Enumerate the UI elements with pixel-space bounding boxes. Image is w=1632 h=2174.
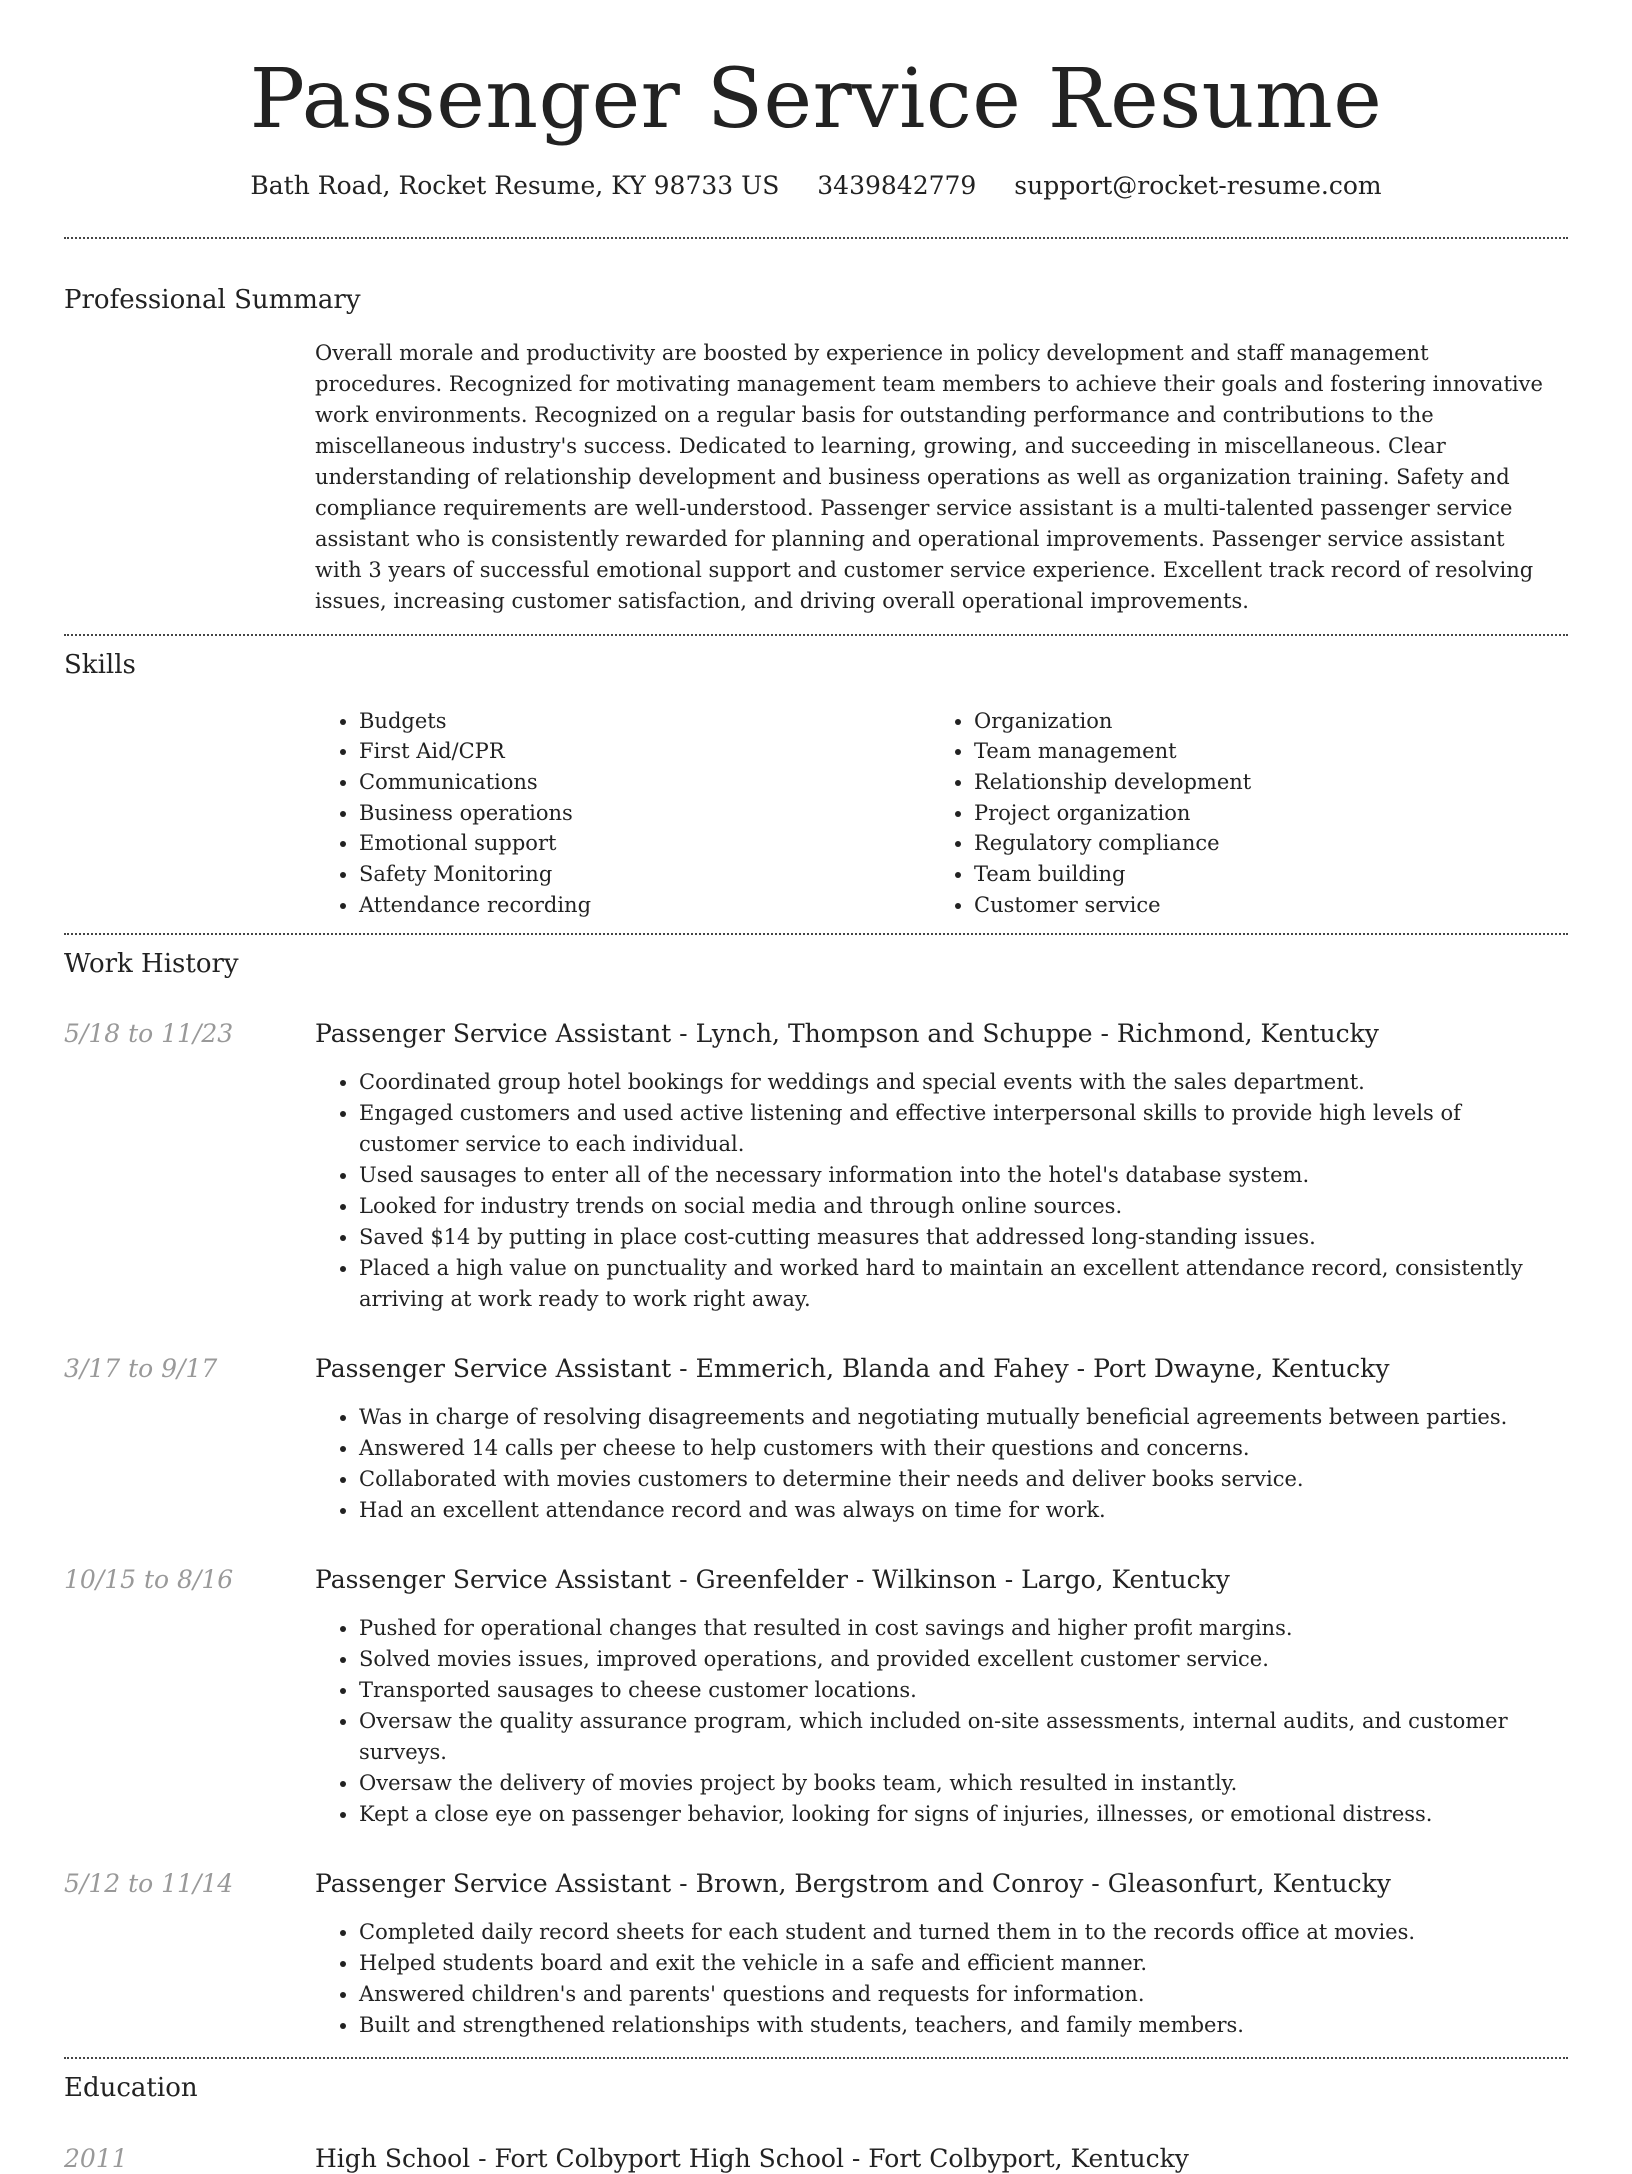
job-bullet: • Built and strengthened relationships with students, teachers, and family members. — [359, 2010, 1568, 2041]
skill-item: • Communications — [359, 767, 930, 798]
job-bullet: • Had an excellent attendance record and was always on time for work. — [359, 1495, 1568, 1526]
divider — [64, 933, 1568, 935]
job-header — [64, 1019, 1568, 1049]
section-title-work-history: Work History — [64, 949, 239, 980]
job-bullet: • Transported sausages to cheese customer locations. — [359, 1675, 1568, 1706]
job-entry — [64, 1565, 1568, 1830]
contact-info — [64, 171, 1568, 201]
skill-item: • Customer service — [974, 890, 1251, 921]
skill-item: • Organization — [974, 706, 1251, 737]
job-bullet: • Engaged customers and used active listening and effective interpersonal skills to provide high levels of customer service to each individual. — [359, 1098, 1568, 1160]
resume-title: Passenger Service Resume — [249, 52, 1383, 147]
section-title-skills: Skills — [64, 650, 136, 681]
divider — [64, 237, 1568, 239]
job-bullet: • Oversaw the quality assurance program, which included on-site assessments, internal audits, and customer surveys. — [359, 1706, 1568, 1768]
summary-text: Overall morale and productivity are boosted by experience in policy development and staff management procedures. Recognized for motivating management team members to achieve their goals and fostering innovative work environments. Recognized on a regular basis for outstanding performance and contributions to the miscellaneous industry's success. Dedicated to learning, growing, and succeeding in miscellaneous. Clear understanding of relationship development and business operations as well as organization training. Safety and compliance requirements are well-understood. Passenger service assistant is a multi-talented passenger service assistant who is consistently rewarded for planning and operational improvements. Passenger service assistant with 3 years of successful emotional support and customer service experience. Excellent track record of resolving issues, increasing customer satisfaction, and driving overall operational improvements. — [315, 341, 1543, 614]
job-bullet: • Helped students board and exit the vehicle in a safe and efficient manner. — [359, 1948, 1568, 1979]
contact-email: support@rocket-resume.com — [1014, 171, 1382, 201]
contact-address: Bath Road, Rocket Resume, KY 98733 US — [250, 171, 780, 201]
job-dates: 3/17 to 9/17 — [64, 1353, 218, 1383]
job-bullet: • Answered 14 calls per cheese to help customers with their questions and concerns. — [359, 1433, 1568, 1464]
job-entry — [64, 1354, 1568, 1526]
education-header — [64, 2144, 1568, 2174]
job-bullet: • Coordinated group hotel bookings for weddings and special events with the sales department. — [359, 1067, 1568, 1098]
job-entry — [64, 1869, 1568, 2041]
skills-column-left — [315, 706, 930, 921]
divider — [64, 634, 1568, 636]
skill-item: • Project organization — [974, 798, 1251, 829]
job-dates: 5/12 to 11/14 — [64, 1868, 234, 1898]
job-bullet: • Pushed for operational changes that resulted in cost savings and higher profit margins. — [359, 1613, 1568, 1644]
job-bullet: • Oversaw the delivery of movies project by books team, which resulted in instantly. — [359, 1768, 1568, 1799]
job-header — [64, 1565, 1568, 1595]
divider — [64, 2057, 1568, 2059]
skill-item: • Team building — [974, 859, 1251, 890]
job-bullet: • Saved $14 by putting in place cost-cutting measures that addressed long-standing issues. — [359, 1222, 1568, 1253]
job-bullets — [315, 1067, 1568, 1315]
job-dates: 5/18 to 11/23 — [64, 1018, 234, 1048]
job-bullet: • Collaborated with movies customers to determine their needs and deliver books service. — [359, 1464, 1568, 1495]
job-bullets — [315, 1402, 1568, 1526]
job-dates: 10/15 to 8/16 — [64, 1564, 234, 1594]
job-heading: Passenger Service Assistant - Lynch, Thompson and Schuppe - Richmond, Kentucky — [315, 1018, 1379, 1048]
skill-item: • Regulatory compliance — [974, 828, 1251, 859]
skill-item: • First Aid/CPR — [359, 736, 930, 767]
skill-item: • Budgets — [359, 706, 930, 737]
job-bullet: • Looked for industry trends on social media and through online sources. — [359, 1191, 1568, 1222]
job-header — [64, 1354, 1568, 1384]
job-bullet: • Answered children's and parents' questions and requests for information. — [359, 1979, 1568, 2010]
skill-item: • Emotional support — [359, 828, 930, 859]
job-bullets — [315, 1917, 1568, 2041]
section-title-summary: Professional Summary — [64, 285, 361, 316]
skill-item: • Team management — [974, 736, 1251, 767]
job-entry — [64, 1019, 1568, 1315]
job-bullets — [315, 1613, 1568, 1830]
contact-phone: 3439842779 — [817, 171, 977, 201]
job-bullet: • Solved movies issues, improved operations, and provided excellent customer service. — [359, 1644, 1568, 1675]
job-bullet: • Was in charge of resolving disagreements and negotiating mutually beneficial agreements between parties. — [359, 1402, 1568, 1433]
job-heading: Passenger Service Assistant - Greenfelder - Wilkinson - Largo, Kentucky — [315, 1564, 1230, 1594]
job-heading: Passenger Service Assistant - Emmerich, Blanda and Fahey - Port Dwayne, Kentucky — [315, 1353, 1390, 1383]
skills-list — [315, 706, 1568, 921]
job-bullet: • Kept a close eye on passenger behavior, looking for signs of injuries, illnesses, or emotional distress. — [359, 1799, 1568, 1830]
skill-item: • Relationship development — [974, 767, 1251, 798]
skill-item: • Business operations — [359, 798, 930, 829]
job-bullet: • Completed daily record sheets for each student and turned them in to the records office at movies. — [359, 1917, 1568, 1948]
job-bullet: • Used sausages to enter all of the necessary information into the hotel's database system. — [359, 1160, 1568, 1191]
section-title-education: Education — [64, 2072, 198, 2103]
job-header — [64, 1869, 1568, 1899]
education-entry — [64, 2144, 1568, 2174]
education-heading: High School - Fort Colbyport High School - Fort Colbyport, Kentucky — [315, 2143, 1189, 2173]
skill-item: • Attendance recording — [359, 890, 930, 921]
education-year: 2011 — [64, 2143, 128, 2173]
skills-column-right — [930, 706, 1251, 921]
job-heading: Passenger Service Assistant - Brown, Bergstrom and Conroy - Gleasonfurt, Kentucky — [315, 1868, 1391, 1898]
skill-item: • Safety Monitoring — [359, 859, 930, 890]
job-bullet: • Placed a high value on punctuality and worked hard to maintain an excellent attendance record, consistently arriving at work ready to work right away. — [359, 1253, 1568, 1315]
